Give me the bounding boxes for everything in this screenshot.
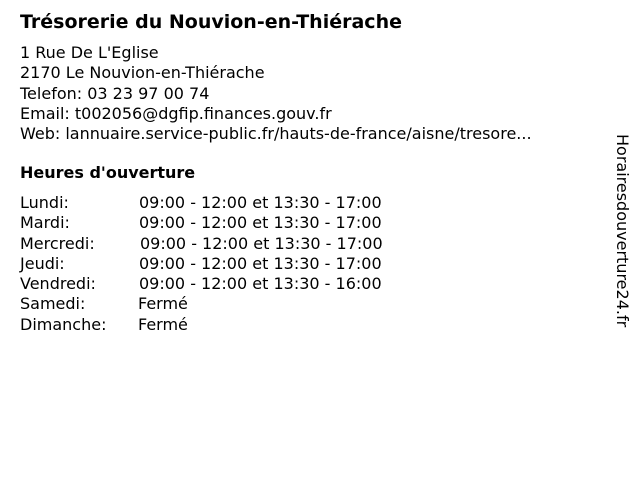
city-address: 2170 Le Nouvion-en-Thiérache (20, 63, 265, 83)
time-value: 09:00 - 12:00 et 13:30 - 17:00 (139, 193, 382, 212)
time-value: 09:00 - 12:00 et 13:30 - 16:00 (139, 274, 382, 294)
day-label: Jeudi: (20, 253, 65, 273)
time-value: Fermé (138, 314, 188, 334)
street-address: 1 Rue De L'Eglise (20, 43, 159, 62)
address-block (20, 43, 532, 144)
day-label: Vendredi: (20, 274, 96, 294)
site-watermark: Horairesdouverture24.fr (613, 134, 632, 328)
time-value: Fermé (138, 294, 188, 314)
day-label: Samedi: (20, 294, 86, 314)
time-value: 09:00 - 12:00 et 13:30 - 17:00 (140, 233, 383, 253)
phone-number: Telefon: 03 23 97 00 74 (20, 83, 210, 103)
opening-hours-heading: Heures d'ouverture (20, 163, 196, 182)
day-label: Mercredi: (20, 233, 95, 253)
day-label: Lundi: (20, 193, 69, 212)
day-label: Dimanche: (20, 314, 107, 334)
day-label: Mardi: (20, 213, 70, 233)
email-address: Email: t002056@dgfip.finances.gouv.fr (20, 103, 332, 123)
website-address: Web: lannuaire.service-public.fr/hauts-de-france/aisne/tresore... (20, 124, 532, 144)
time-value: 09:00 - 12:00 et 13:30 - 17:00 (139, 253, 382, 273)
page-title: Trésorerie du Nouvion-en-Thiérache (20, 11, 402, 33)
time-value: 09:00 - 12:00 et 13:30 - 17:00 (139, 213, 382, 233)
